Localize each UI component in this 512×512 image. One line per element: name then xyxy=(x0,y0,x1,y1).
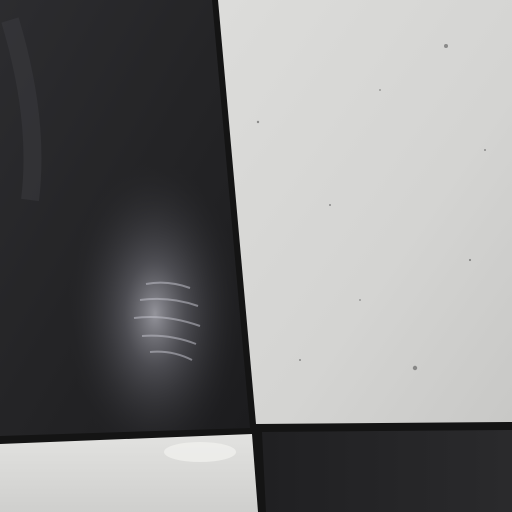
dark-tile-bottom-right xyxy=(262,430,512,512)
glare-reflection xyxy=(0,0,250,436)
light-tile-glare xyxy=(164,442,236,462)
light-tile-top-right xyxy=(218,0,512,424)
